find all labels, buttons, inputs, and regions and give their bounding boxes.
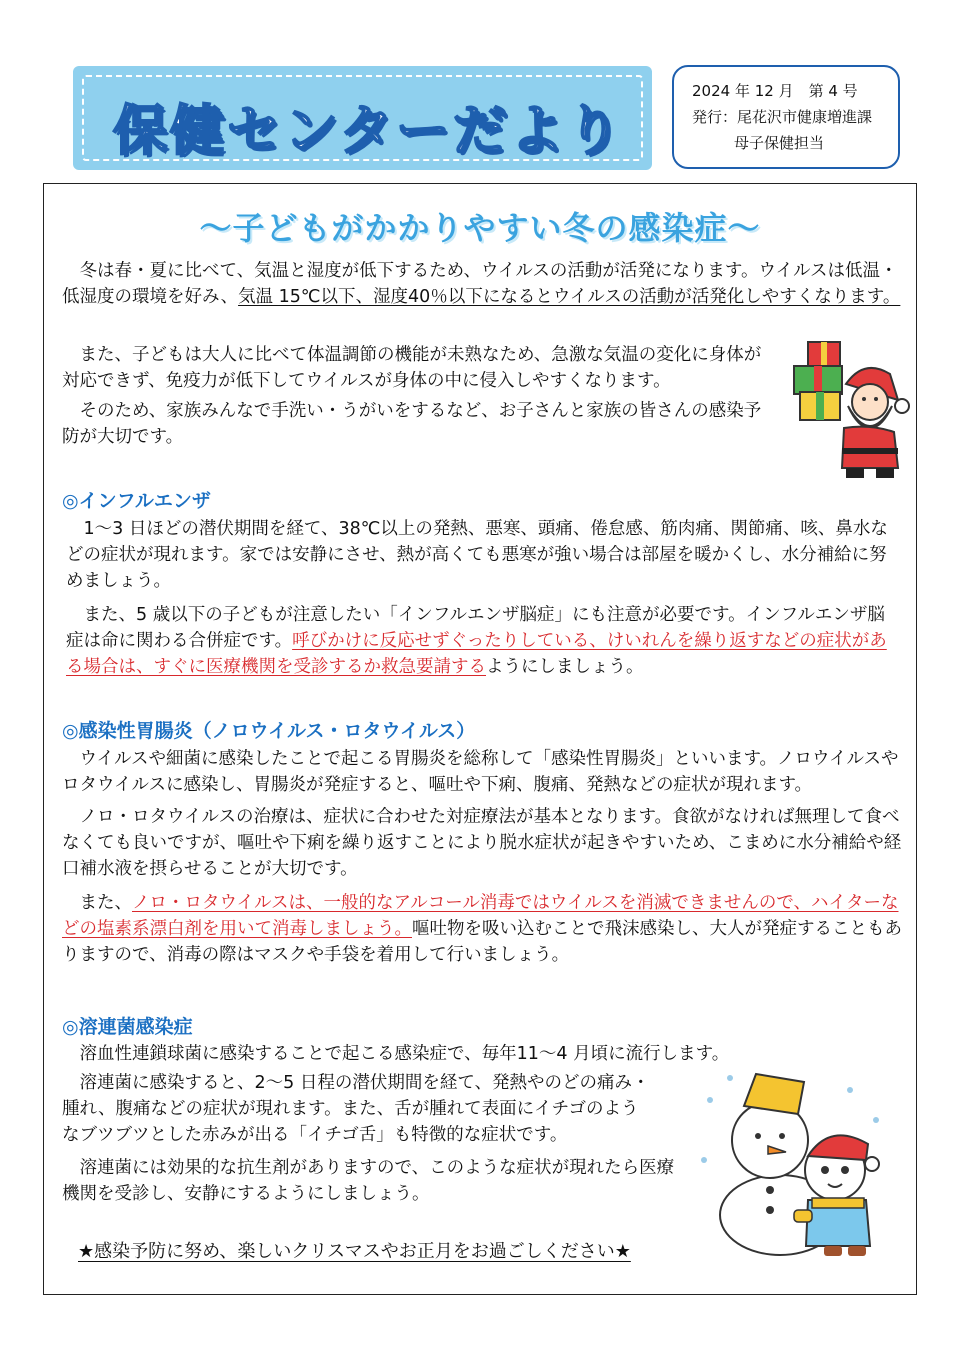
snowmen-illustration bbox=[690, 1060, 890, 1260]
influenza-paragraph-2 bbox=[66, 602, 902, 680]
issue-info-box bbox=[672, 65, 900, 169]
santa-illustration bbox=[786, 336, 914, 484]
intro-paragraph-2: また、子どもは大人に比べて体温調節の機能が未熟なため、急激な気温の変化に身体が対応できず、免疫力が低下してウイルスが身体の中に侵入しやすくなります。 bbox=[62, 345, 762, 391]
gastro-paragraph-3 bbox=[62, 890, 902, 968]
gastro-warning: ノロ・ロタウイルスは、一般的なアルコール消毒ではウイルスを消滅できませんので、ハイターなどの塩素系漂白剤を用いて消毒しましょう。 bbox=[62, 893, 899, 939]
issue-date: 2024 年 12 月 第 4 号 bbox=[692, 82, 858, 100]
intro-paragraph-1 bbox=[62, 258, 902, 310]
publisher: 発行：尾花沢市健康増進課 bbox=[692, 108, 873, 126]
title-banner bbox=[73, 66, 652, 170]
influenza-warning: 呼びかけに反応せずぐったりしている、けいれんを繰り返すなどの症状がある場合は、すぐに医療機関を受診するか救急要請する bbox=[66, 631, 887, 677]
influenza-p2-text: また、5 歳以下の子どもが注意したい「インフルエンザ脳症」にも注意が必要です。インフルエンザ脳症は命に関わる合併症です。 bbox=[66, 605, 885, 651]
headline: ～子どもがかかりやすい冬の感染症～ bbox=[199, 209, 761, 247]
section-heading-influenza: ◎インフルエンザ bbox=[62, 490, 211, 512]
strep-paragraph-2: 溶連菌に感染すると、2～5 日程の潜伏期間を経て、発熱やのどの痛み・腫れ、腹痛などの症状が現れます。また、舌が腫れて表面にイチゴのようなブツブツとした赤みが出る「イチゴ舌」も特徴的な症状です。 bbox=[62, 1073, 650, 1145]
closing-message: ★感染予防に努め、楽しいクリスマスやお正月をお過ごしください★ bbox=[78, 1241, 631, 1262]
gastro-p3-end: 嘔吐物を吸い込むことで飛沫感染し、大人が発症することもありますので、消毒の際はマスクや手袋を着用して行いましょう。 bbox=[62, 919, 902, 965]
section-heading-strep: ◎溶連菌感染症 bbox=[62, 1016, 193, 1038]
intro-paragraph-3: そのため、家族みんなで手洗い・うがいをするなど、お子さんと家族の皆さんの感染予防が大切です。 bbox=[62, 401, 762, 447]
strep-paragraph-1: 溶血性連鎖球菌に感染することで起こる感染症で、毎年11～4 月頃に流行します。 bbox=[62, 1044, 730, 1064]
department: 母子保健担当 bbox=[734, 134, 825, 152]
section-heading-gastroenteritis: ◎感染性胃腸炎（ノロウイルス・ロタウイルス） bbox=[62, 720, 476, 742]
newsletter-title: 保健センターだより bbox=[113, 99, 624, 162]
strep-paragraph-3: 溶連菌には効果的な抗生剤がありますので、このような症状が現れたら医療機関を受診し、安静にするようにしましょう。 bbox=[62, 1158, 675, 1204]
influenza-paragraph-1: 1～3 日ほどの潜伏期間を経て、38℃以上の発熱、悪寒、頭痛、倦怠感、筋肉痛、関節痛、咳、鼻水などの症状が現れます。家では安静にさせ、熱が高くても悪寒が強い場合は部屋を暖かくし、水分補給に努めましょう。 bbox=[66, 519, 888, 591]
influenza-p2-end: ようにしましょう。 bbox=[486, 657, 644, 677]
gastro-paragraph-2: ノロ・ロタウイルスの治療は、症状に合わせた対症療法が基本となります。食欲がなければ無理して食べなくても良いですが、嘔吐や下痢を繰り返すことにより脱水症状が起きやすいため、こまめに水分補給や経口補水液を摂らせることが大切です。 bbox=[62, 807, 902, 879]
gastro-paragraph-1: ウイルスや細菌に感染したことで起こる胃腸炎を総称して「感染性胃腸炎」といいます。ノロウイルスやロタウイルスに感染し、胃腸炎が発症すると、嘔吐や下痢、腹痛、発熱などの症状が現れます。 bbox=[62, 749, 899, 795]
gastro-p3-text: また、 bbox=[62, 893, 132, 913]
intro-p1-text: 冬は春・夏に比べて、気温と湿度が低下するため、ウイルスの活動が活発になります。ウイルスは低温・低湿度の環境を好み、 bbox=[62, 261, 898, 307]
intro-p1-underlined: 気温 15℃以下、湿度40％以下になるとウイルスの活動が活発化しやすくなります。 bbox=[238, 287, 901, 307]
